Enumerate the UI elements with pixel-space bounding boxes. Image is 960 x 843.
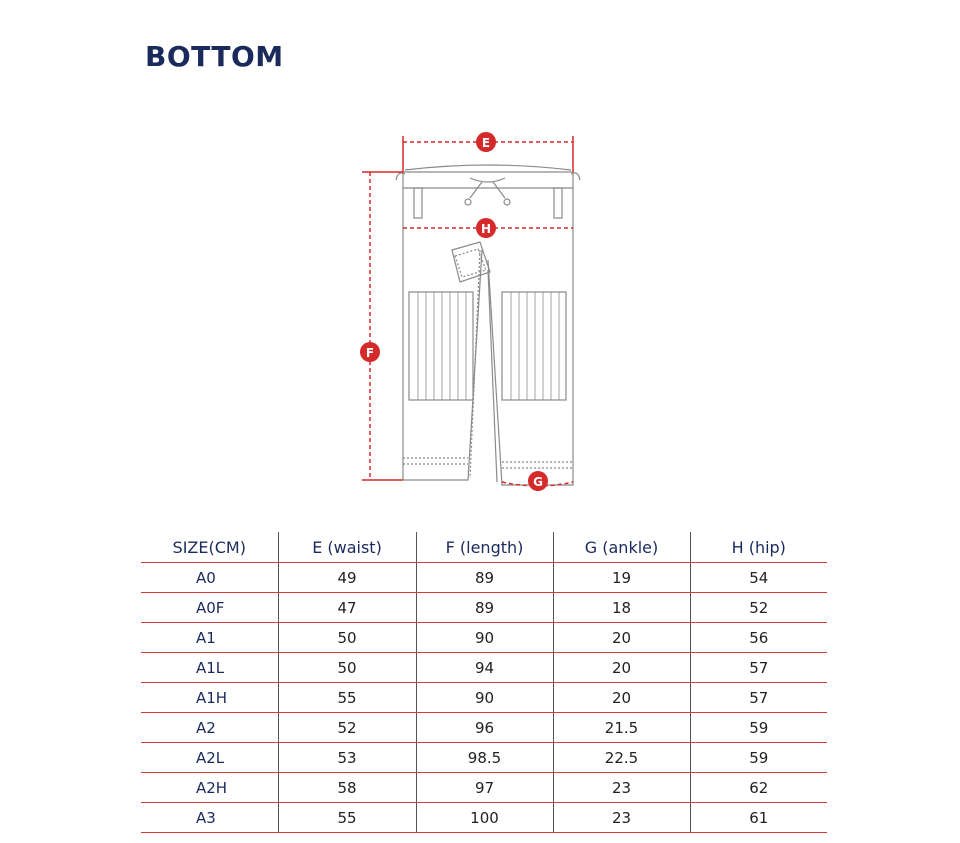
cell-ankle: 20 — [553, 623, 690, 653]
cell-ankle: 18 — [553, 593, 690, 623]
cell-ankle: 23 — [553, 773, 690, 803]
size-table-container — [141, 532, 827, 833]
svg-text:E: E — [481, 136, 491, 150]
svg-text:G: G — [533, 475, 543, 489]
cell-waist: 49 — [278, 563, 416, 593]
header-hip: H (hip) — [690, 532, 827, 563]
table-row — [141, 683, 827, 713]
table-row — [141, 773, 827, 803]
cell-waist: 53 — [278, 743, 416, 773]
cell-size: A3 — [141, 803, 278, 833]
pants-outline — [396, 165, 580, 485]
cell-size: A0 — [141, 563, 278, 593]
cell-length: 94 — [416, 653, 553, 683]
cell-hip: 52 — [690, 593, 827, 623]
table-header-row — [141, 532, 827, 563]
marker-h — [476, 218, 496, 238]
cell-ankle: 23 — [553, 803, 690, 833]
header-waist: E (waist) — [278, 532, 416, 563]
table-row — [141, 623, 827, 653]
cell-hip: 57 — [690, 653, 827, 683]
cell-waist: 47 — [278, 593, 416, 623]
cell-waist: 58 — [278, 773, 416, 803]
cell-size: A1L — [141, 653, 278, 683]
header-size: SIZE(CM) — [141, 532, 278, 563]
cell-size: A1 — [141, 623, 278, 653]
cell-ankle: 20 — [553, 653, 690, 683]
cell-hip: 57 — [690, 683, 827, 713]
cell-length: 100 — [416, 803, 553, 833]
cell-size: A2H — [141, 773, 278, 803]
cell-waist: 50 — [278, 623, 416, 653]
table-row — [141, 653, 827, 683]
svg-text:H: H — [480, 222, 492, 236]
cell-ankle: 22.5 — [553, 743, 690, 773]
cell-hip: 59 — [690, 743, 827, 773]
table-row — [141, 743, 827, 773]
svg-text:F: F — [365, 346, 375, 360]
cell-size: A0F — [141, 593, 278, 623]
cell-waist: 50 — [278, 653, 416, 683]
header-ankle: G (ankle) — [553, 532, 690, 563]
cell-length: 89 — [416, 593, 553, 623]
table-row — [141, 803, 827, 833]
cell-length: 90 — [416, 623, 553, 653]
marker-f — [360, 342, 380, 362]
header-length: F (length) — [416, 532, 553, 563]
cell-waist: 55 — [278, 683, 416, 713]
marker-e — [476, 132, 496, 152]
cell-length: 90 — [416, 683, 553, 713]
cell-length: 97 — [416, 773, 553, 803]
cell-hip: 56 — [690, 623, 827, 653]
cell-length: 98.5 — [416, 743, 553, 773]
cell-hip: 59 — [690, 713, 827, 743]
size-table — [141, 532, 827, 833]
cell-waist: 52 — [278, 713, 416, 743]
table-body — [141, 563, 827, 833]
marker-g — [528, 471, 548, 491]
table-row — [141, 563, 827, 593]
cell-size: A2 — [141, 713, 278, 743]
cell-ankle: 19 — [553, 563, 690, 593]
cell-ankle: 21.5 — [553, 713, 690, 743]
cell-size: A1H — [141, 683, 278, 713]
table-row — [141, 593, 827, 623]
table-row — [141, 713, 827, 743]
cell-length: 89 — [416, 563, 553, 593]
cell-hip: 62 — [690, 773, 827, 803]
cell-ankle: 20 — [553, 683, 690, 713]
cell-waist: 55 — [278, 803, 416, 833]
cell-length: 96 — [416, 713, 553, 743]
cell-hip: 61 — [690, 803, 827, 833]
page-title: BOTTOM — [145, 40, 284, 73]
cell-size: A2L — [141, 743, 278, 773]
cell-hip: 54 — [690, 563, 827, 593]
